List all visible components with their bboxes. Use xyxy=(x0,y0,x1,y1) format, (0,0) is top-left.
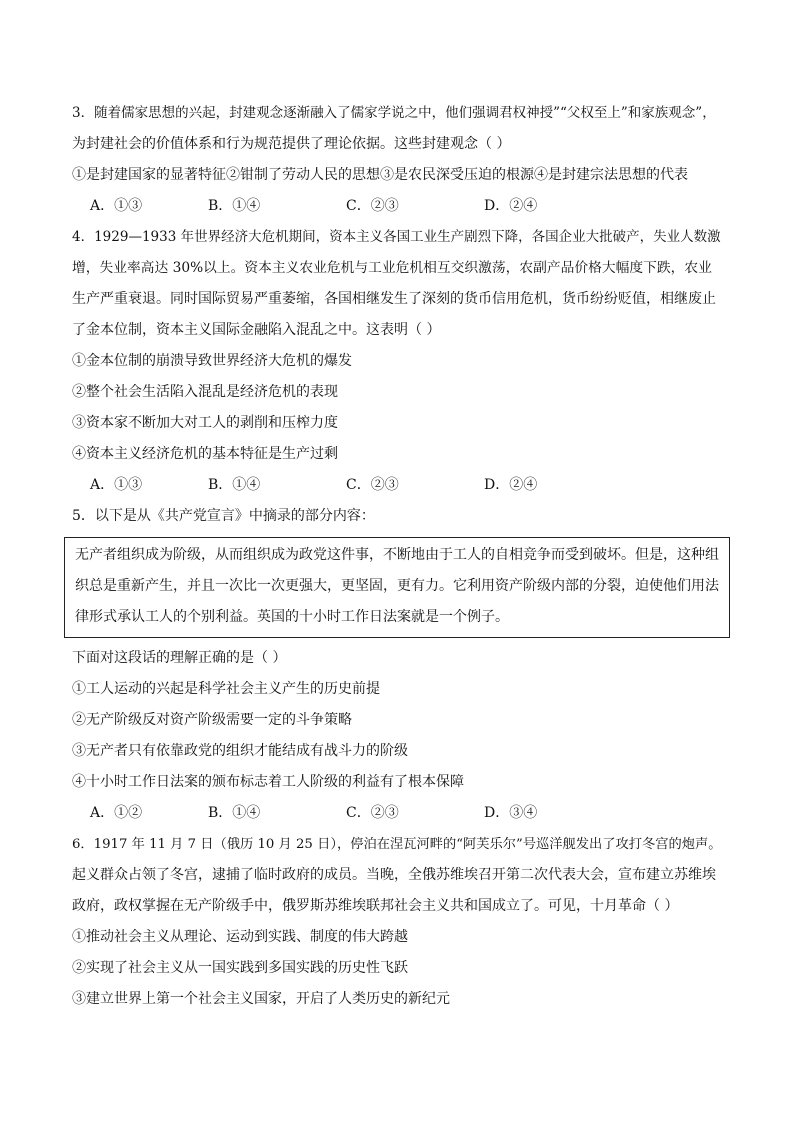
q3-stem-line-1: 3．随着儒家思想的兴起，封建观念逐渐融入了儒家学说之中，他们强调君权神授”“父权至上”和家族观念”， xyxy=(72,105,716,121)
q5-option-d[interactable]: D．③④ xyxy=(484,805,538,821)
q3-options xyxy=(72,191,722,222)
q3-option-b[interactable]: B．①④ xyxy=(208,198,261,214)
q4-option-c[interactable]: C．②③ xyxy=(346,477,399,493)
q3-statements: ①是封建国家的显著特征②钳制了劳动人民的思想③是农民深受压迫的根源④是封建宗法思想的代表 xyxy=(72,167,688,183)
q3-option-d[interactable]: D．②④ xyxy=(484,198,538,214)
q4-stem-line-2: 增，失业率高达 30%以上。资本主义农业危机与工业危机相互交织激荡，农副产品价格大幅度下跌，农业 xyxy=(72,260,712,276)
q5-statement-4: ④十小时工作日法案的颁布标志着工人阶级的利益有了根本保障 xyxy=(72,774,464,790)
q6-statement-1: ①推动社会主义从理论、运动到实践、制度的伟大跨越 xyxy=(72,929,408,945)
q5-statement-2: ②无产阶级反对资产阶级需要一定的斗争策略 xyxy=(72,712,352,728)
question-6 xyxy=(72,829,722,1015)
q5-options xyxy=(72,798,722,829)
q4-option-a[interactable]: A．①③ xyxy=(90,477,143,493)
question-4 xyxy=(72,222,722,501)
q5-statement-1: ①工人运动的兴起是科学社会主义产生的历史前提 xyxy=(72,681,380,697)
q5-quote-line-2: 织总是重新产生，并且一次比一次更强大，更坚固，更有力。它利用资产阶级内部的分裂，迫使他们用法 xyxy=(75,578,719,594)
questions-content xyxy=(72,98,722,1015)
q4-stem-line-3: 生产严重衰退。同时国际贸易严重萎缩，各国相继发生了深刻的货币信用危机，货币纷纷贬值，相继废止 xyxy=(72,291,716,307)
q5-question: 下面对这段话的理解正确的是（ ） xyxy=(72,650,287,666)
question-3 xyxy=(72,98,722,222)
q6-statement-2: ②实现了社会主义从一国实践到多国实践的历史性飞跃 xyxy=(72,960,408,976)
q6-statement-3: ③建立世界上第一个社会主义国家，开启了人类历史的新纪元 xyxy=(72,991,450,1007)
q4-options xyxy=(72,470,722,501)
q3-option-a[interactable]: A．①③ xyxy=(90,198,143,214)
q3-option-c[interactable]: C．②③ xyxy=(346,198,399,214)
q5-option-b[interactable]: B．①④ xyxy=(208,805,261,821)
q5-quote-box xyxy=(64,537,730,638)
q4-statement-2: ②整个社会生活陷入混乱是经济危机的表现 xyxy=(72,384,338,400)
q5-intro: 5．以下是从《共产党宣言》中摘录的部分内容： xyxy=(72,508,375,524)
q6-stem-line-3: 政府，政权掌握在无产阶级手中，俄罗斯苏维埃联邦社会主义共和国成立了。可见，十月革命（ ） xyxy=(72,898,679,914)
q4-stem-line-4: 了金本位制，资本主义国际金融陷入混乱之中。这表明（ ） xyxy=(72,322,441,338)
q6-stem-line-1: 6．1917 年 11 月 7 日（俄历 10 月 25 日），停泊在涅瓦河畔的“阿芙乐尔”号巡洋舰发出了攻打冬宫的炮声。 xyxy=(72,837,722,852)
q3-stem-line-2: 为封建社会的价值体系和行为规范提供了理论依据。这些封建观念（ ） xyxy=(72,136,511,152)
q5-quote-line-3: 律形式承认工人的个别利益。英国的十小时工作日法案就是一个例子。 xyxy=(75,609,509,625)
q4-option-b[interactable]: B．①④ xyxy=(208,477,261,493)
q4-option-d[interactable]: D．②④ xyxy=(484,477,538,493)
q5-quote-line-1: 无产者组织成为阶级，从而组织成为政党这件事，不断地由于工人的自相竞争而受到破坏。但是，这种组 xyxy=(75,547,719,563)
q4-statement-3: ③资本家不断加大对工人的剥削和压榨力度 xyxy=(72,415,338,431)
q5-statement-3: ③无产者只有依靠政党的组织才能结成有战斗力的阶级 xyxy=(72,743,408,759)
q4-statement-1: ①金本位制的崩溃导致世界经济大危机的爆发 xyxy=(72,353,352,369)
q4-stem-line-1: 4．1929—1933 年世界经济大危机期间，资本主义各国工业生产剧烈下降，各国企业大批破产，失业人数激 xyxy=(72,229,721,245)
q6-stem-line-2: 起义群众占领了冬宫，逮捕了临时政府的成员。当晚，全俄苏维埃召开第二次代表大会，宣布建立苏维埃 xyxy=(72,867,716,883)
q5-option-c[interactable]: C．②③ xyxy=(346,805,399,821)
q4-statement-4: ④资本主义经济危机的基本特征是生产过剩 xyxy=(72,446,338,462)
q5-option-a[interactable]: A．①② xyxy=(90,805,143,821)
question-5 xyxy=(72,501,722,829)
